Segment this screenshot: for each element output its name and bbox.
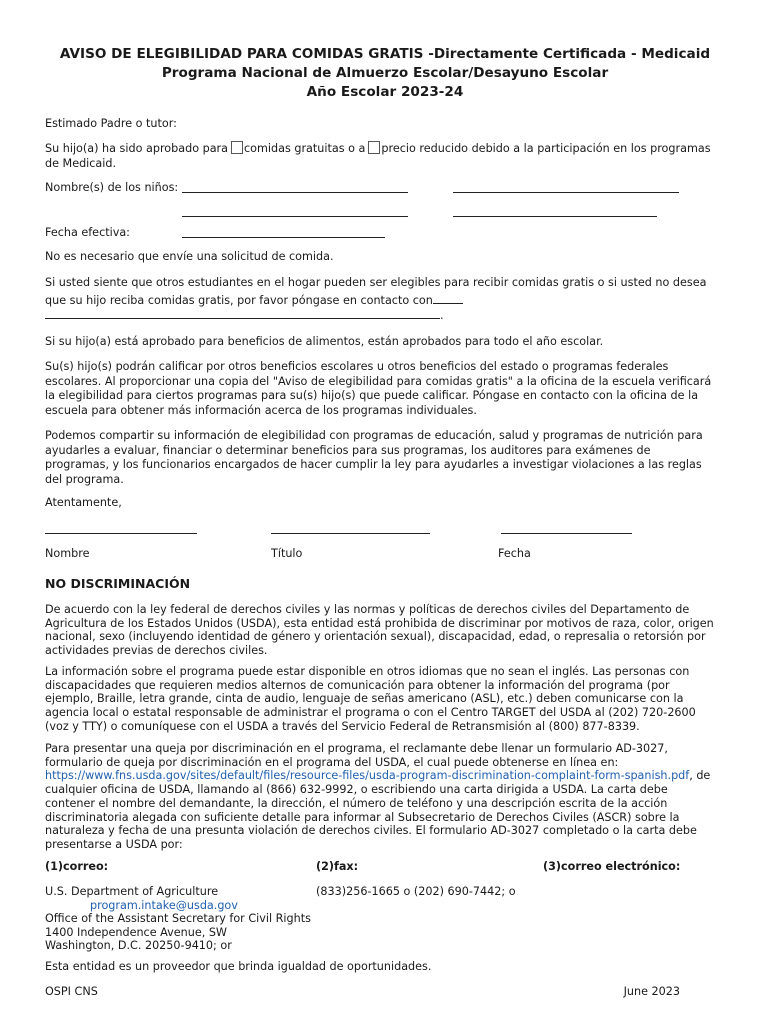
nd-line: discapacidades que requieren medios alternos de comunicación para obtener la información del programa (por [45,678,670,692]
nd-line: De acuerdo con la ley federal de derechos civiles y las normas y políticas de derechos civiles del Departamento de [45,603,690,616]
nd-line: cualquier oficina de USDA, llamando al (866) 632-9992, o escribiendo una carta dirigida a USDA. La carta debe [45,783,668,797]
signature-date-line[interactable] [501,522,632,534]
signature-name-label: Nombre [45,547,90,560]
contact-name-line[interactable] [45,307,440,319]
contact-line-1: Si usted siente que otros estudiantes en el hogar pueden ser elegibles para recibir comidas gratis o si usted no desea [45,276,707,289]
child-name-line-3[interactable] [182,205,408,217]
child-name-line-4[interactable] [453,205,657,217]
contact-line-3 [45,307,725,324]
nd-line: actividades previas de derechos civiles. [45,644,268,658]
nd-line: La información sobre el programa puede estar disponible en otros idiomas que no sean el inglés. Las personas con [45,665,690,678]
nd-line: presentarse a USDA por: [45,837,183,851]
equal-opportunity-statement: Esta entidad es un proveedor que brinda igualdad de oportunidades. [45,960,432,973]
footer-left: OSPI CNS [45,985,98,998]
nd-line: nacional, sexo (incluyendo identidad de género y orientación sexual), discapacidad, edad, o represalia o retorsión por [45,630,706,644]
contact-line-short[interactable] [433,292,463,304]
greeting: Estimado Padre o tutor: [45,117,177,130]
contact-end: . [440,309,444,322]
fax-heading: (2)fax: [316,860,359,873]
nondiscrimination-heading: NO DISCRIMINACIÓN [45,576,191,591]
mail-line: U.S. Department of Agriculture [45,885,219,898]
nd-line: Agricultura de los Estados Unidos (USDA), esta entidad está prohibida de discriminar por motivos de raza, color, origen [45,616,714,630]
reduced-price-checkbox[interactable] [368,141,380,154]
complaint-form-link[interactable]: https://www.fns.usda.gov/sites/default/files/resource-files/usda-program-discrimination-complaint-form-spanish.pdf [45,769,690,783]
nondiscrimination-para-2 [45,665,725,734]
other-benefits-line: Su(s) hijo(s) podrán calificar por otros beneficios escolares u otros beneficios del estado o programas federales [45,360,669,373]
effective-date-line[interactable] [182,226,385,238]
contact-line-2-text: que su hijo reciba comidas gratis, por favor póngase en contacto con [45,294,433,307]
share-info-line: ayudarles a evaluar, financiar o determinar beneficios para sus programas, los auditores para exámenes de [45,443,651,457]
nondiscrimination-para-1 [45,603,725,658]
share-info-line: del programa. [45,472,124,486]
footer-right: June 2023 [623,985,680,998]
nd-line: naturaleza y fecha de una presunta violación de derechos civiles. El formulario AD-3027 completado o la carta debe [45,824,697,838]
signature-name-line[interactable] [45,522,197,534]
nd-line: discriminatoria alegada con suficiente detalle para informar al Subsecretario de Derechos Civiles (ASCR) sobre la [45,810,680,824]
reduced-price-label: precio reducido debido a la participación en los programas [381,142,711,155]
fax-numbers: (833)256-1665 o (202) 690-7442; o [316,885,516,898]
mail-line: Washington, D.C. 20250-9410; or [45,939,232,953]
free-meals-label: comidas gratuitas o a [244,142,366,155]
nd-line: agencia local o estatal responsable de administrar el programa o con el Centro TARGET del USDA al (202) 720-2600 [45,706,696,720]
title-line-2: Programa Nacional de Almuerzo Escolar/Desayuno Escolar [161,65,609,81]
mail-line: 1400 Independence Avenue, SW [45,925,227,939]
signature-title-line[interactable] [271,522,430,534]
approval-prefix: Su hijo(a) ha sido aprobado para [45,142,229,155]
mail-heading: (1)correo: [45,860,109,873]
closing: Atentamente, [45,496,122,509]
nd-line: (voz y TTY) o comuníquese con el USDA a través del Servicio Federal de Retransmisión al (800) 877-8339. [45,719,640,733]
other-benefits-line: escuela para obtener más información acerca de los programas individuales. [45,403,477,417]
other-benefits-line: la elegibilidad para ciertos programas para su(s) hijo(s) que puede calificar. Póngase en contacto con la oficina de la [45,389,699,403]
share-info-paragraph [45,429,725,487]
nd-link-after: , de [689,769,711,783]
whole-year-text: Si su hijo(a) está aprobado para beneficios de alimentos, están aprobados para todo el año escolar. [45,335,604,348]
nd-line: formulario de queja por discriminación en el programa del USDA, el cual puede obtenerse en línea en: [45,755,619,769]
email-address-link[interactable]: program.intake@usda.gov [90,898,238,912]
other-benefits-paragraph [45,360,725,418]
child-name-line-2[interactable] [453,181,679,193]
nondiscrimination-para-3 [45,742,725,852]
effective-date-label: Fecha efectiva: [45,226,130,239]
free-meals-checkbox[interactable] [231,141,243,154]
nd-line: Para presentar una queja por discriminación en el programa, el reclamante debe llenar un formulario AD-3027, [45,742,668,755]
signature-title-label: Título [271,547,303,560]
email-heading: (3)correo electrónico: [543,860,681,873]
title-line-1: AVISO DE ELEGIBILIDAD PARA COMIDAS GRATIS -Directamente Certificada - Medicaid [59,46,711,62]
title-line-3: Año Escolar 2023-24 [306,84,464,100]
share-info-line: programas, y los funcionarios encargados de hacer cumplir la ley para ayudarles a investigar violaciones a las reglas [45,458,702,472]
no-application-text: No es necesario que envíe una solicitud de comida. [45,250,334,263]
other-benefits-line: escolares. Al proporcionar una copia del "Aviso de elegibilidad para comidas gratis" a la oficina de la escuela verificará [45,374,712,388]
children-label: Nombre(s) de los niños: [45,181,179,194]
child-name-line-1[interactable] [182,181,408,193]
approval-statement [45,141,725,171]
approval-line-2: de Medicaid. [45,156,117,170]
signature-date-label: Fecha [498,547,531,560]
nd-line: ejemplo, Braille, letra grande, cinta de audio, lenguaje de señas americano (ASL), etc.) deben comunicarse con la [45,692,684,706]
mail-line: Office of the Assistant Secretary for Civil Rights [45,912,311,926]
share-info-line: Podemos compartir su información de elegibilidad con programas de educación, salud y programas de nutrición para [45,429,703,442]
nd-line: contener el nombre del demandante, la dirección, el número de teléfono y una descripción escrita de la acción [45,796,668,810]
